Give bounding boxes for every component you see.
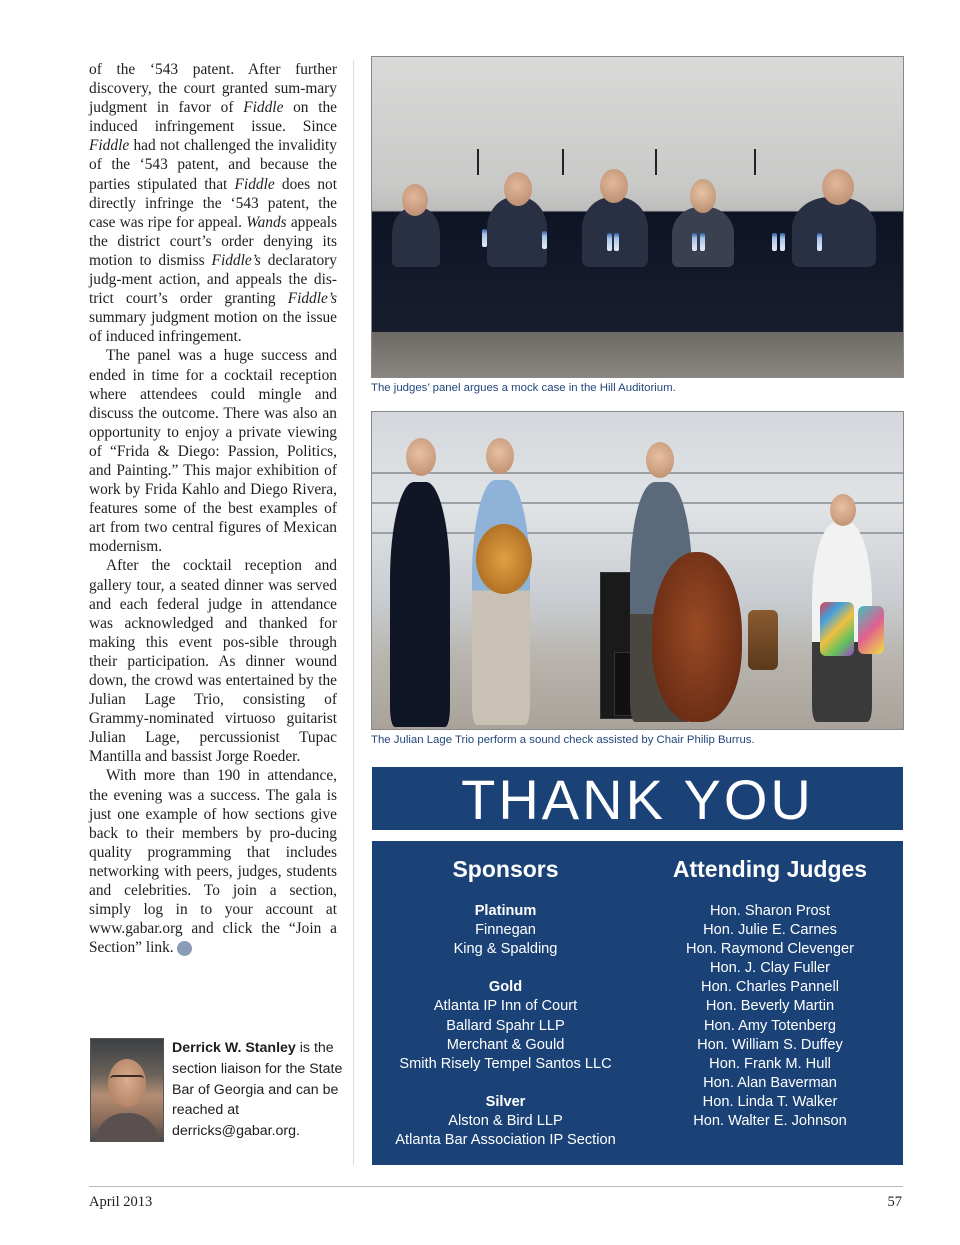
footer-date: April 2013 bbox=[89, 1194, 153, 1210]
author-name: Derrick W. Stanley bbox=[172, 1040, 296, 1056]
judge-item: Hon. Walter E. Johnson bbox=[693, 1113, 847, 1130]
judge-item: Hon. Amy Totenberg bbox=[704, 1017, 836, 1034]
judge-item: Hon. Beverly Martin bbox=[705, 998, 835, 1015]
gbj-end-icon: GBJ bbox=[177, 941, 192, 956]
sponsor-item: Merchant & Gould bbox=[446, 1036, 565, 1053]
sponsor-item: Finnegan bbox=[475, 922, 536, 939]
footer-rule bbox=[89, 1186, 903, 1187]
judge-item: Hon. Julie E. Carnes bbox=[703, 922, 837, 939]
article-paragraph: of the ‘543 patent. After further discovery, the court granted sum-mary judgment in favor of Fiddle on the induced infringement issue. Since Fiddle had not challenged the invalidity of the ‘543 patent, and because the parties stipulated that Fiddle does not directly infringe the ‘543 patent, the case was ripe for appeal. Wands appeals the district court’s order denying its motion to dismiss Fiddle’s declaratory judg-ment action, and appeals the dis-trict court’s order granting Fiddle’s summary judgment motion on the issue of induced infringement. bbox=[89, 61, 338, 346]
article-paragraph: After the cocktail reception and gallery tour, a seated dinner was served and each federal judge in attendance was acknowledged and thanked for making this event pos-sible through their participation. As dinner wound down, the crowd was entertained by the Julian Lage Trio, consisting of Grammy-nominated virtuoso guitarist Julian Lage, percussionist Tupac Mantilla and bassist Jorge Roeder. bbox=[89, 557, 337, 766]
gold-tier-label: Gold bbox=[488, 979, 523, 996]
article-paragraph: With more than 190 in attendance, the evening was a success. The gala is just one example of how sections give back to their members by pro-ducing quality programming that includes networking with peers, judges, students and celebrities. To join a section, simply log in to your account at www.gabar.org and click the “Join a Section” link. GBJ bbox=[89, 767, 337, 957]
sponsors-heading: Sponsors bbox=[452, 856, 559, 882]
silver-tier-label: Silver bbox=[485, 1093, 526, 1110]
sponsor-item: Smith Risely Tempel Santos LLC bbox=[399, 1055, 612, 1072]
page-number: 57 bbox=[887, 1194, 902, 1210]
judges-column bbox=[637, 853, 903, 1131]
judges-heading: Attending Judges bbox=[672, 856, 868, 882]
judge-item: Hon. Sharon Prost bbox=[709, 903, 831, 919]
sponsor-item: Ballard Spahr LLP bbox=[446, 1017, 565, 1034]
photo2-caption: The Julian Lage Trio perform a sound check assisted by Chair Philip Burrus. bbox=[371, 734, 755, 746]
author-photo bbox=[90, 1038, 164, 1142]
article-column bbox=[89, 60, 337, 957]
photo1-caption: The judges’ panel argues a mock case in the Hill Auditorium. bbox=[371, 382, 676, 394]
sponsor-item: Alston & Bird LLP bbox=[448, 1113, 563, 1130]
judge-item: Hon. Alan Baverman bbox=[703, 1074, 837, 1091]
author-bio bbox=[90, 1038, 350, 1142]
thank-you-banner: THANK YOU bbox=[372, 767, 903, 830]
judge-item: Hon. J. Clay Fuller bbox=[709, 960, 831, 977]
judge-item: Hon. Raymond Clevenger bbox=[686, 941, 854, 958]
judge-item: Hon. William S. Duffey bbox=[697, 1036, 843, 1053]
judges-panel-photo bbox=[371, 56, 904, 378]
article-paragraph: The panel was a huge success and ended in time for a cocktail reception where attendees could mingle and discuss the outcome. There was also an opportunity to enjoy a private viewing of “Frida & Diego: Passion, Politics, and Painting.” This major exhibition of work by Frida Kahlo and Diego Rivera, features some of the best examples of art from two central figures of Mexican modernism. bbox=[89, 347, 337, 556]
sponsor-item: King & Spalding bbox=[453, 941, 558, 958]
judge-item: Hon. Linda T. Walker bbox=[702, 1093, 838, 1110]
sponsor-item: Atlanta Bar Association IP Section bbox=[395, 1132, 616, 1149]
sponsor-item: Atlanta IP Inn of Court bbox=[433, 998, 578, 1015]
judge-item: Hon. Charles Pannell bbox=[701, 979, 839, 996]
trio-photo bbox=[371, 411, 904, 730]
sponsors-judges-panel bbox=[372, 841, 903, 1165]
judge-item: Hon. Frank M. Hull bbox=[709, 1055, 831, 1072]
bio-text: Derrick W. Stanley is the section liaison for the State Bar of Georgia and can be reached at derricks@gabar.org. bbox=[172, 1040, 343, 1140]
sponsors-column bbox=[372, 853, 639, 1150]
platinum-tier-label: Platinum bbox=[474, 903, 537, 919]
column-divider bbox=[353, 60, 354, 1165]
